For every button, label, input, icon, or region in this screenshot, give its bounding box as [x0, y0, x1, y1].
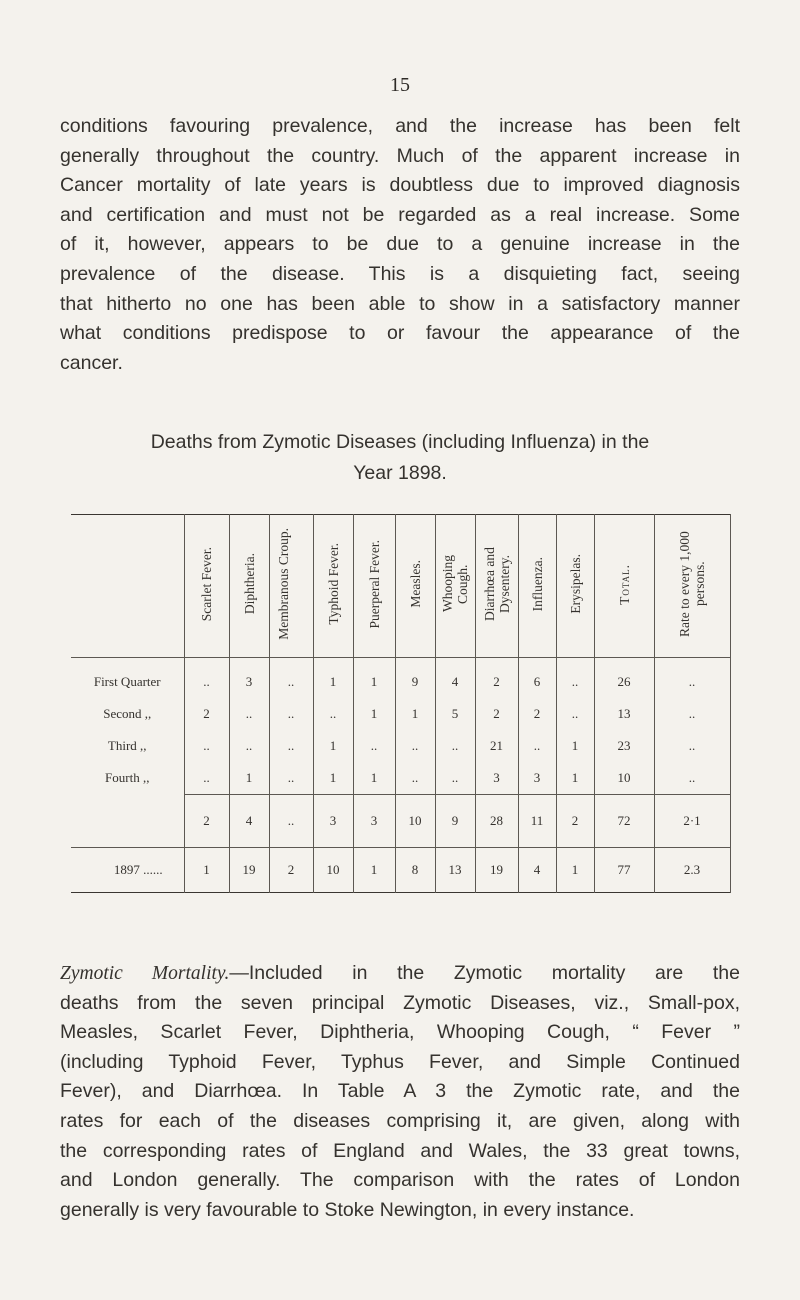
- table-cell: 28: [475, 795, 518, 848]
- text-line: (including Typhoid Fever, Typhus Fever, and Simple Continued: [60, 1050, 740, 1073]
- table-row: [71, 658, 730, 699]
- table-cell: 3: [353, 795, 395, 848]
- section-title: Zymotic Mortality.: [60, 963, 230, 984]
- table-cell: 1: [556, 762, 594, 795]
- table-cell: 72: [594, 795, 654, 848]
- table-cell: ..: [353, 730, 395, 762]
- header-cell: Whooping Cough.: [435, 515, 475, 658]
- table-cell: 1: [229, 762, 269, 795]
- table-cell: 9: [435, 795, 475, 848]
- intro-paragraph: [60, 112, 740, 378]
- table-cell: ..: [556, 698, 594, 730]
- table-cell: 23: [594, 730, 654, 762]
- table-cell: ..: [435, 730, 475, 762]
- table-cell: 3: [518, 762, 556, 795]
- row-label: [71, 795, 184, 848]
- header-cell: Typhoid Fever.: [313, 515, 353, 658]
- header-cell: Membranous Croup.: [269, 515, 313, 658]
- header-cell: Scarlet Fever.: [184, 515, 229, 658]
- header-cell: Total.: [594, 515, 654, 658]
- table-title-line: Year 1898.: [353, 462, 447, 484]
- text-line: deaths from the seven principal Zymotic Diseases, viz., Small-pox,: [60, 991, 740, 1014]
- table-cell: ..: [184, 762, 229, 795]
- text-line: generally is very favourable to Stoke Newington, in every instance.: [60, 1198, 635, 1221]
- table-cell: 4: [518, 848, 556, 893]
- table-cell: 3: [475, 762, 518, 795]
- table-cell: 10: [313, 848, 353, 893]
- row-label: First Quarter: [93, 674, 161, 689]
- table-cell: 10: [395, 795, 435, 848]
- text-line: rates for each of the diseases comprising it, are given, along with: [60, 1109, 740, 1132]
- table-cell: 8: [395, 848, 435, 893]
- table-cell: 1: [313, 762, 353, 795]
- table-cell: ..: [313, 698, 353, 730]
- table-cell: 19: [475, 848, 518, 893]
- table-row: [71, 762, 730, 795]
- table-cell: ..: [654, 658, 730, 699]
- table-cell: ..: [269, 730, 313, 762]
- table-cell: ..: [518, 730, 556, 762]
- text-line: Cancer mortality of late years is doubtless due to improved diagnosis: [60, 174, 740, 197]
- row-label: Second ,,: [103, 706, 152, 721]
- table-cell: ..: [229, 730, 269, 762]
- table-cell: 4: [229, 795, 269, 848]
- table-cell: 1: [556, 848, 594, 893]
- text-line: Measles, Scarlet Fever, Diphtheria, Whooping Cough, “ Fever ”: [60, 1021, 740, 1044]
- table-header-row: [71, 515, 730, 658]
- table-title-line: Deaths from Zymotic Diseases (including Influenza) in the: [150, 431, 650, 453]
- table-cell: 1: [395, 698, 435, 730]
- previous-year-row: [71, 848, 730, 893]
- totals-row: [71, 795, 730, 848]
- table-cell: 2: [475, 698, 518, 730]
- text-line: of it, however, appears to be due to a genuine increase in the: [60, 233, 740, 256]
- row-label: Third ,,: [107, 738, 147, 753]
- header-cell: Influenza.: [518, 515, 556, 658]
- table-cell: 2: [556, 795, 594, 848]
- table-cell: 3: [229, 658, 269, 699]
- text-fragment: —Included in the Zymotic mortality are the: [229, 962, 740, 984]
- text-line: and London generally. The comparison with the rates of London: [60, 1169, 740, 1192]
- table-cell: 3: [313, 795, 353, 848]
- table-cell: ..: [654, 730, 730, 762]
- row-label: 1897 ......: [71, 848, 184, 893]
- table-cell: 77: [594, 848, 654, 893]
- text-line: [60, 959, 740, 989]
- table-cell: ..: [395, 762, 435, 795]
- table-cell: 5: [435, 698, 475, 730]
- text-line: what conditions predispose to or favour the appearance of the: [60, 322, 740, 345]
- text-line: the corresponding rates of England and Wales, the 33 great towns,: [60, 1139, 740, 1162]
- table-cell: 13: [594, 698, 654, 730]
- header-cell: Diarrhœa and Dysentery.: [475, 515, 518, 658]
- table-cell: ..: [184, 658, 229, 699]
- table-cell: 10: [594, 762, 654, 795]
- header-cell: Erysipelas.: [556, 515, 594, 658]
- table-cell: 13: [435, 848, 475, 893]
- table-cell: ..: [654, 762, 730, 795]
- table-row: [71, 698, 730, 730]
- table-cell: 2: [518, 698, 556, 730]
- table-cell: ..: [435, 762, 475, 795]
- header-row-label: [71, 515, 184, 658]
- header-cell: Measles.: [395, 515, 435, 658]
- table-cell: 1: [313, 658, 353, 699]
- header-cell: Diphtheria.: [229, 515, 269, 658]
- table-cell: 2: [475, 658, 518, 699]
- table-title: [60, 427, 740, 489]
- table-cell: ..: [556, 658, 594, 699]
- text-line: cancer.: [60, 351, 123, 374]
- page-number: 15: [390, 74, 410, 96]
- table-cell: ..: [654, 698, 730, 730]
- table-cell: ..: [229, 698, 269, 730]
- table-cell: 19: [229, 848, 269, 893]
- header-cell: Puerperal Fever.: [353, 515, 395, 658]
- table-cell: 26: [594, 658, 654, 699]
- table-cell: ..: [184, 730, 229, 762]
- table-cell: 1: [184, 848, 229, 893]
- text-line: generally throughout the country. Much of the apparent increase in: [60, 144, 740, 167]
- header-cell: Rate to every 1,000 persons.: [654, 515, 730, 658]
- table-cell: 1: [313, 730, 353, 762]
- table-cell: 21: [475, 730, 518, 762]
- table-cell: 2.3: [654, 848, 730, 893]
- table-row: [71, 730, 730, 762]
- table-cell: 2: [184, 698, 229, 730]
- zymotic-mortality-paragraph: [60, 959, 740, 1225]
- table-cell: ..: [395, 730, 435, 762]
- table-cell: 1: [353, 698, 395, 730]
- text-line: that hitherto no one has been able to show in a satisfactory manner: [60, 292, 740, 315]
- table-cell: ..: [269, 658, 313, 699]
- text-line: and certification and must not be regarded as a real increase. Some: [60, 203, 740, 226]
- table-cell: ..: [269, 795, 313, 848]
- text-line: prevalence of the disease. This is a disquieting fact, seeing: [60, 262, 740, 285]
- table-cell: 2: [269, 848, 313, 893]
- table-cell: 1: [353, 658, 395, 699]
- table-cell: 2·1: [654, 795, 730, 848]
- table-cell: 1: [556, 730, 594, 762]
- table-cell: ..: [269, 762, 313, 795]
- table-cell: ..: [269, 698, 313, 730]
- table-cell: 9: [395, 658, 435, 699]
- table-cell: 11: [518, 795, 556, 848]
- table-cell: 1: [353, 762, 395, 795]
- text-line: Fever), and Diarrhœa. In Table A 3 the Zymotic rate, and the: [60, 1080, 740, 1103]
- text-line: conditions favouring prevalence, and the increase has been felt: [60, 115, 740, 137]
- zymotic-deaths-table: [71, 514, 731, 893]
- table-cell: 6: [518, 658, 556, 699]
- table-cell: 2: [184, 795, 229, 848]
- table-cell: 1: [353, 848, 395, 893]
- row-label: Fourth ,,: [105, 770, 150, 786]
- table-cell: 4: [435, 658, 475, 699]
